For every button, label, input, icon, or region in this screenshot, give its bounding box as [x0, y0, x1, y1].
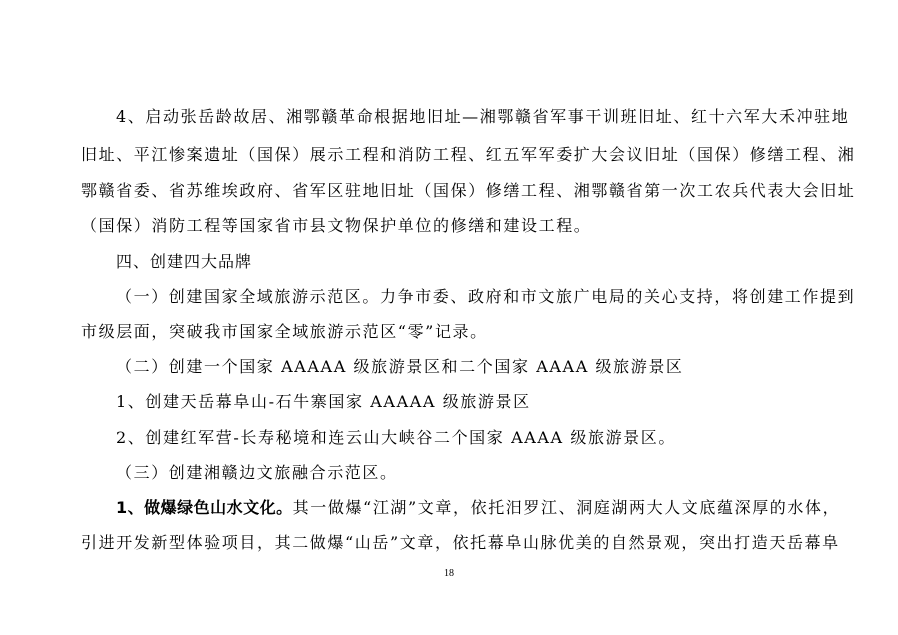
- bold-lead-text: 1、做爆绿色山水文化。: [116, 498, 293, 517]
- section-heading: 四、创建四大品牌: [116, 252, 253, 271]
- paragraph-line: [116, 498, 898, 518]
- page-number: 18: [444, 568, 454, 579]
- list-item: 1、创建天岳幕阜山-石牛寨国家 AAAAA 级旅游景区: [116, 392, 531, 411]
- paragraph-line: 引进开发新型体验项目，其二做爆“山岳”文章，依托幕阜山脉优美的自然景观，突出打造天岳幕阜: [81, 533, 840, 552]
- paragraph-text: 其一做爆“江湖”文章，依托汨罗江、洞庭湖两大人文底蕴深厚的水体，: [292, 498, 841, 517]
- subsection-heading: （三）创建湘赣边文旅融合示范区。: [116, 463, 398, 482]
- list-item: 2、创建红军营-长寿秘境和连云山大峡谷二个国家 AAAA 级旅游景区。: [116, 428, 676, 447]
- paragraph-line: 鄂赣省委、省苏维埃政府、省军区驻地旧址（国保）修缮工程、湘鄂赣省第一次工农兵代表大会旧址: [81, 181, 856, 200]
- subsection-heading: （二）创建一个国家 AAAAA 级旅游景区和二个国家 AAAA 级旅游景区: [116, 357, 684, 376]
- paragraph-line: （一）创建国家全域旅游示范区。力争市委、政府和市文旅广电局的关心支持，将创建工作提到: [116, 287, 856, 306]
- paragraph-line: （国保）消防工程等国家省市县文物保护单位的修缮和建设工程。: [81, 216, 592, 235]
- paragraph-line: 旧址、平江惨案遗址（国保）展示工程和消防工程、红五军军委扩大会议旧址（国保）修缮工程、湘: [81, 145, 856, 164]
- paragraph-line: 市级层面，突破我市国家全域旅游示范区“零”记录。: [81, 322, 488, 341]
- paragraph-line: 4、启动张岳龄故居、湘鄂赣革命根据地旧址—湘鄂赣省军事干训班旧址、红十六军大禾冲驻地: [116, 107, 850, 126]
